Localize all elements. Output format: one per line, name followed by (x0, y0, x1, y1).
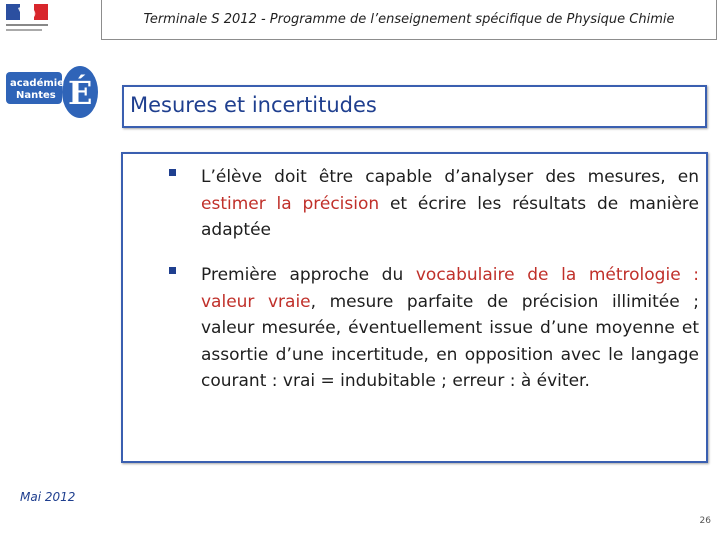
header-bar (101, 0, 717, 40)
academie-nantes-logo (6, 62, 98, 120)
bullet-highlight: vocabulaire de la métrologie : valeur vraie (201, 265, 700, 312)
slide-title-box (122, 85, 707, 128)
bullet-text-part: Première approche du (201, 265, 416, 285)
bullet-text (201, 262, 699, 395)
bullet-text-part: , mesure parfaite de précision illimitée ; valeur mesurée, éventuellement issue d’une moyenne et assortie d’une incertitude, en opposition avec le langage courant : vrai = indubitable ; erreur : à éviter. (201, 291, 699, 391)
bullet-text-part: et écrire les résultats de manière adaptée (201, 193, 699, 240)
sidebar (0, 0, 100, 540)
bullet-text (201, 164, 699, 244)
logo-letter: É (68, 74, 93, 112)
square-bullet-icon (169, 267, 176, 274)
republique-francaise-logo (4, 2, 56, 34)
logo-text-nantes: Nantes (16, 90, 56, 101)
content-box (121, 152, 708, 463)
logo-text-academie: académie (10, 78, 64, 89)
square-bullet-icon (169, 169, 176, 176)
page-number: 26 (699, 516, 711, 526)
header-title: Terminale S 2012 - Programme de l’enseignement spécifique de Physique Chimie (143, 12, 675, 27)
bullet-item (169, 164, 699, 244)
bullet-highlight: estimer la précision (201, 193, 380, 214)
bullet-text-part: L’élève doit être capable d’analyser des mesures, en (201, 167, 699, 187)
slide-title: Mesures et incertitudes (130, 93, 377, 117)
bullet-item (169, 262, 699, 395)
sidebar-date: Mai 2012 (20, 490, 76, 504)
